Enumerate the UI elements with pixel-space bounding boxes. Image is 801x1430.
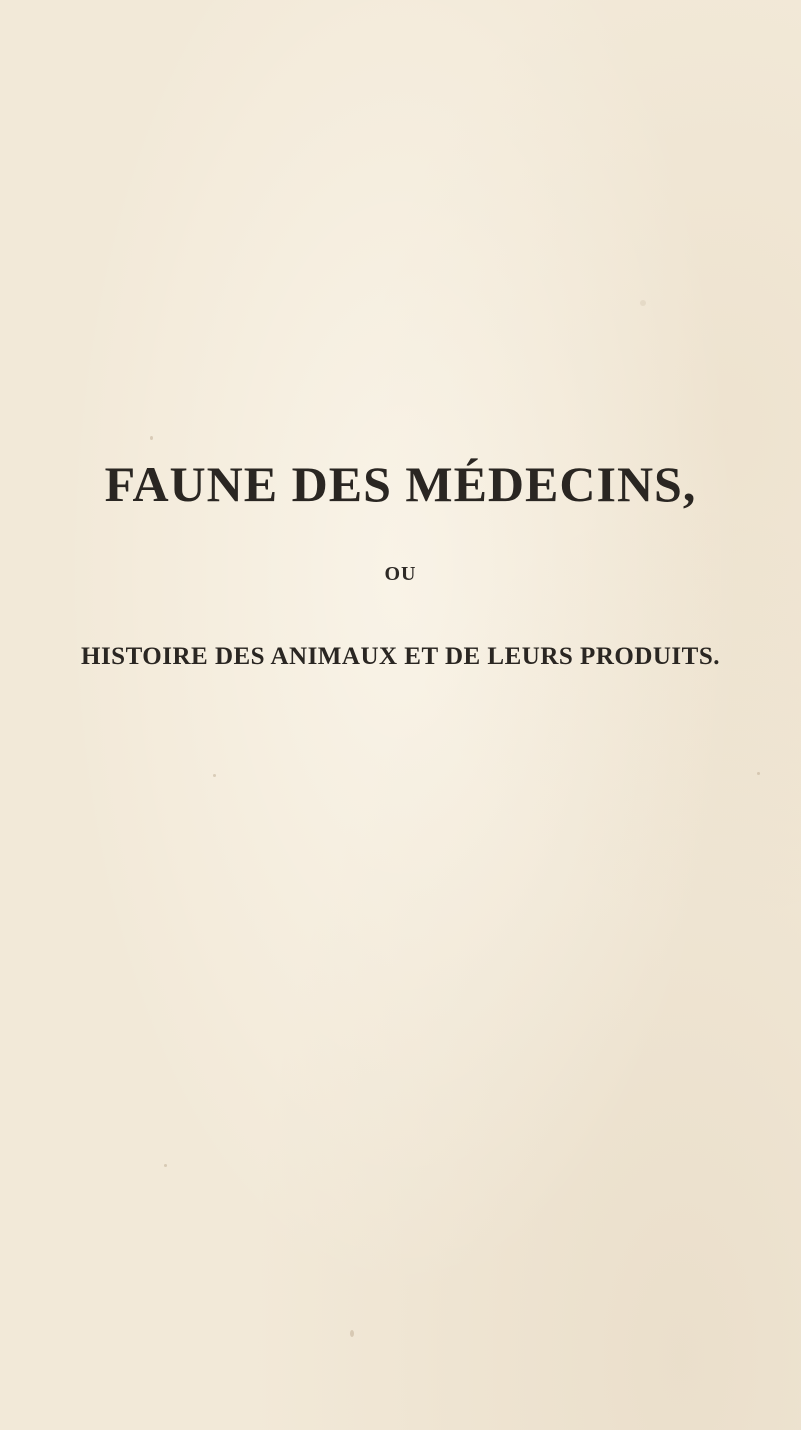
book-subtitle: HISTOIRE DES ANIMAUX ET DE LEURS PRODUITS. [81,643,720,670]
paper-speck [150,436,153,440]
paper-speck [350,1330,354,1337]
book-title: FAUNE DES MÉDECINS, [104,456,697,512]
paper-speck [640,300,646,306]
paper-speck [213,774,216,777]
paper-speck [757,772,760,775]
paper-speck [164,1164,167,1167]
title-connector: OU [384,563,417,585]
